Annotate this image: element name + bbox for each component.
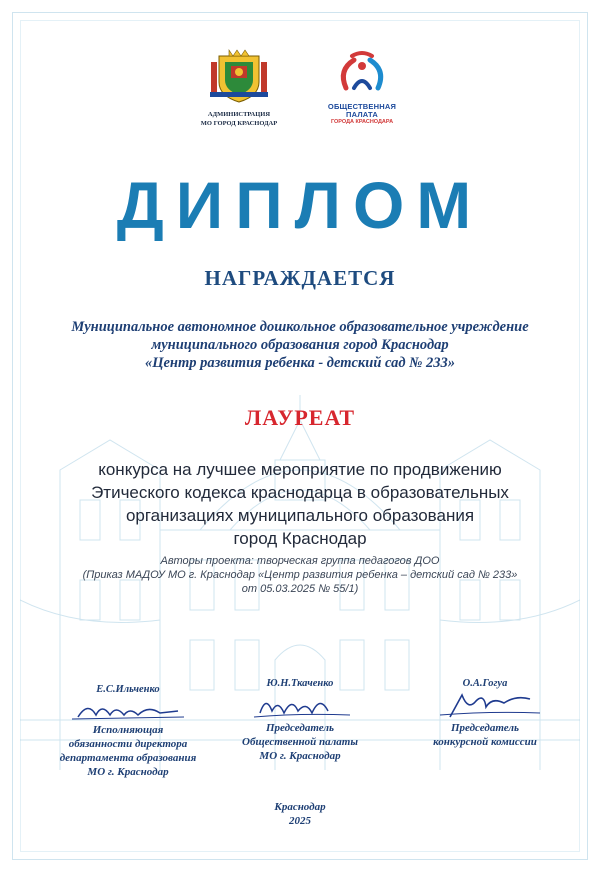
organization-line-2: муниципального образования город Краснодар	[151, 337, 449, 353]
signatory-name: О.А.Гогуа	[462, 678, 508, 689]
handwritten-signature-3	[420, 691, 550, 721]
public-chamber-logo	[312, 48, 412, 125]
contest-line-3: организациях муниципального образования	[125, 506, 475, 525]
footer-city: Краснодар	[274, 801, 326, 813]
public-chamber-caption-1: ОБЩЕСТВЕННАЯ ПАЛАТА	[327, 102, 397, 119]
signatory-role-line-3: департамента образования	[59, 752, 197, 764]
public-chamber-caption-2: ГОРОДА КРАСНОДАРА	[330, 119, 394, 125]
signature-block-director	[44, 683, 212, 779]
administration-caption-2: МО ГОРОД КРАСНОДАР	[200, 120, 278, 127]
diploma-title: ДИПЛОМ	[116, 168, 484, 242]
organization-name	[40, 318, 560, 372]
award-status: ЛАУРЕАТ	[244, 405, 356, 430]
awarded-heading: НАГРАЖДАЕТСЯ	[204, 266, 396, 290]
signatory-role-line-4: МО г. Краснодар	[87, 766, 169, 778]
signatory-role-line-1: Исполняющая	[92, 724, 164, 736]
contest-line-1: конкурса на лучшее мероприятие по продвижению	[98, 460, 502, 479]
signatory-role-line-1: Председатель	[265, 722, 335, 734]
signatory-role-line-2: конкурсной комиссии	[433, 736, 537, 748]
signatory-role-line-3: МО г. Краснодар	[259, 750, 341, 762]
public-chamber-emblem-icon	[332, 48, 392, 96]
signatory-name: Е.С.Ильченко	[96, 684, 160, 695]
krasnodar-administration-logo	[200, 48, 278, 127]
authors-line-3: от 05.03.2025 № 55/1)	[241, 583, 359, 595]
contest-line-4: город Краснодар	[233, 529, 367, 548]
authors-line-2: (Приказ МАДОУ МО г. Краснодар «Центр развития ребенка – детский сад № 233»	[82, 569, 518, 581]
logos-row	[0, 48, 600, 128]
signatory-role-line-2: обязанности директора	[68, 738, 188, 750]
signature-block-commission-chair	[410, 677, 560, 749]
footer-place-and-year	[0, 800, 600, 828]
organization-line-1: Муниципальное автономное дошкольное образовательное учреждение	[71, 319, 529, 335]
footer-year: 2025	[289, 815, 311, 827]
contest-description	[50, 458, 550, 550]
project-authors	[60, 554, 540, 596]
signatory-role-line-1: Председатель	[450, 722, 520, 734]
organization-line-3: «Центр развития ребенка - детский сад № 233»	[144, 355, 456, 371]
contest-line-2: Этического кодекса краснодарца в образовательных	[91, 483, 509, 502]
administration-caption-1: АДМИНИСТРАЦИЯ	[207, 111, 271, 118]
signatory-role-line-2: Общественной палаты	[242, 736, 358, 748]
handwritten-signature-2	[240, 691, 360, 721]
krasnodar-coat-of-arms-icon	[209, 48, 269, 104]
signature-block-chamber-chair	[230, 677, 370, 763]
handwritten-signature-1	[68, 697, 188, 723]
authors-line-1: Авторы проекта: творческая группа педагогов ДОО	[160, 555, 440, 567]
signatory-name: Ю.Н.Ткаченко	[266, 678, 334, 689]
